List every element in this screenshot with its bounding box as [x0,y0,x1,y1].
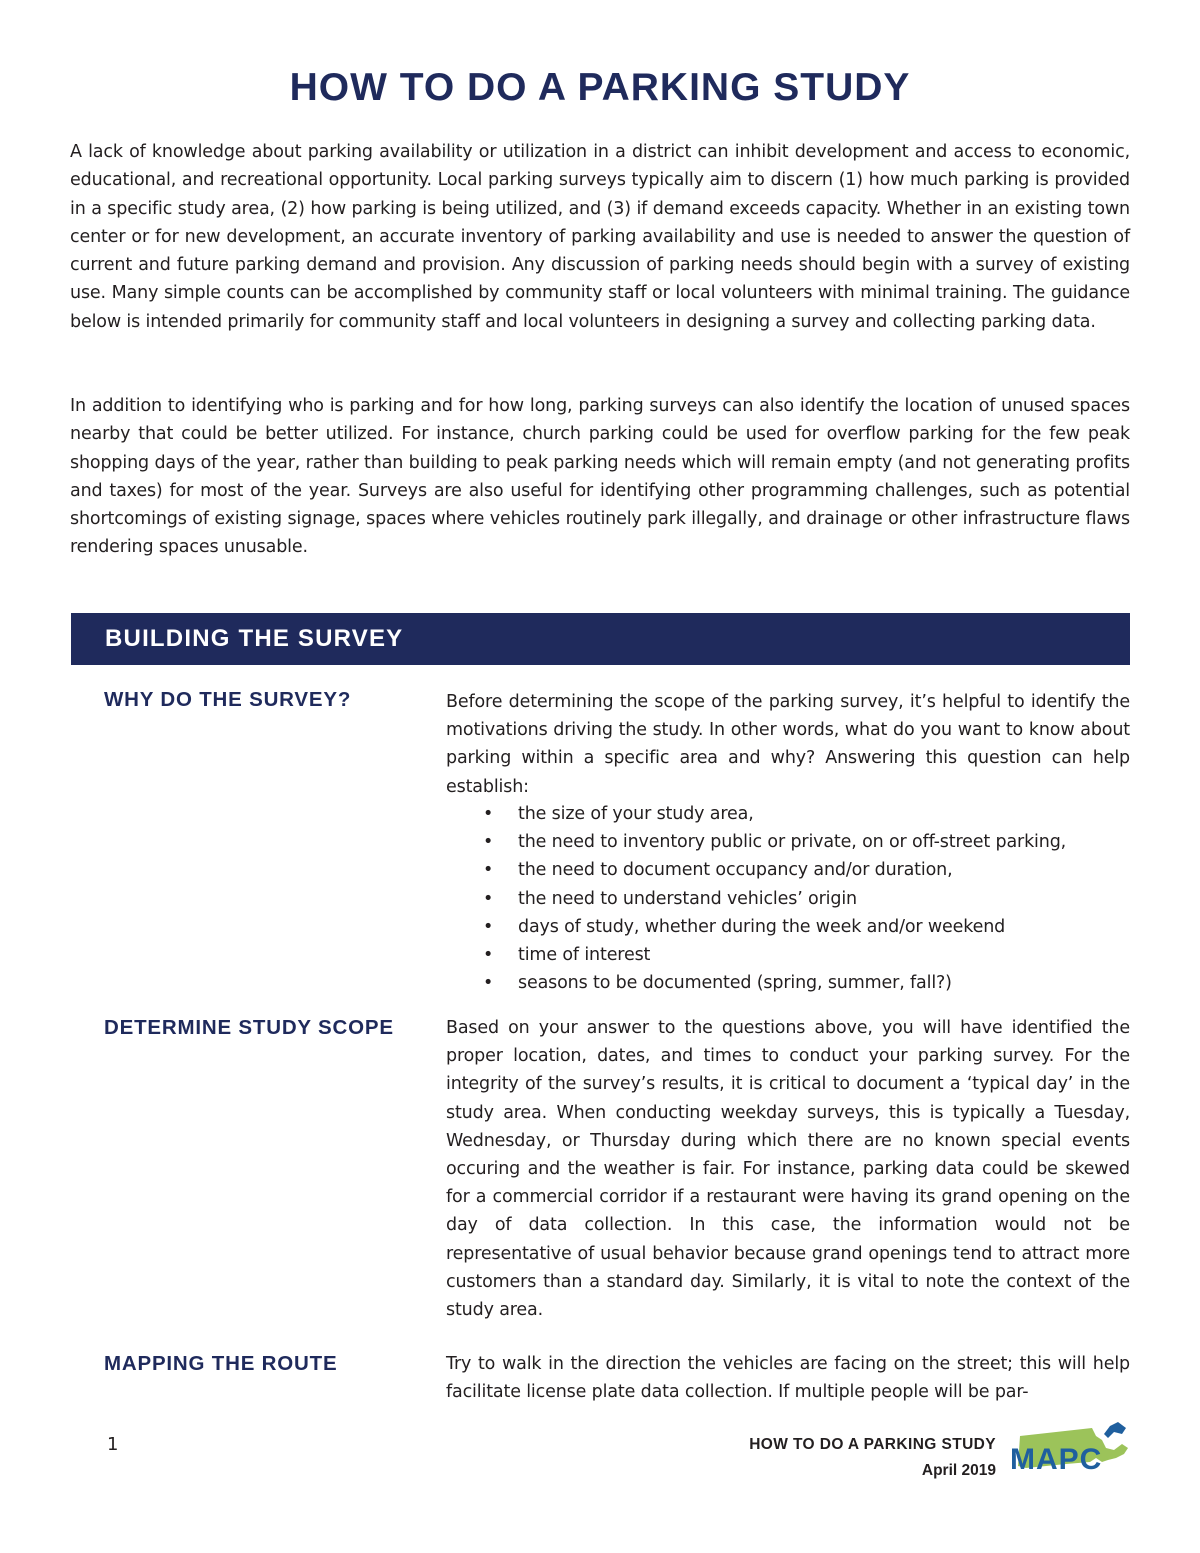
section-body-why: Before determining the scope of the parking survey, it’s helpful to identify the motivations driving the study. In other words, what do you want to know about parking within a specific area and why? Answering this question can help establish: [446,692,1130,797]
list-item [446,941,1130,969]
list-item-text: the size of your study area, [518,804,754,824]
section-heading-route: MAPPING THE ROUTE [104,1352,338,1375]
list-item [446,800,1130,828]
list-item [446,885,1130,913]
bullet-list [446,800,1130,997]
section-body-route: Try to walk in the direction the vehicles are facing on the street; this will help facilitate license plate data collection. If multiple people will be par- [446,1354,1130,1403]
cape-cod-icon [1104,1422,1126,1438]
logo-text: MAPC [1010,1443,1103,1476]
intro-paragraph: In addition to identifying who is parking and for how long, parking surveys can also identify the location of unused spaces nearby that could be better utilized. For instance, church parking could be used for overflow parking for the few peak shopping days of the year, rather than building to peak parking needs which will remain empty (and not generating profits and taxes) for most of the year. Surveys are also useful for identifying other programming challenges, such as potential shortcomings of existing signage, spaces where vehicles routinely park illegally, and drainage or other infrastructure flaws rendering spaces unusable. [70,396,1130,558]
section-heading-scope: DETERMINE STUDY SCOPE [104,1016,394,1039]
footer-date: April 2019 [921,1462,996,1479]
page-title: HOW TO DO A PARKING STUDY [289,66,911,109]
bullet-icon: • [483,916,494,937]
page-number: 1 [107,1434,119,1455]
list-item-text: the need to understand vehicles’ origin [518,888,857,909]
bullet-icon: • [483,804,494,824]
section-banner [71,613,1130,665]
section-heading-why: WHY DO THE SURVEY? [104,688,352,711]
list-item [446,969,1130,997]
list-item-text: the need to inventory public or private, on or off-street parking, [518,832,1067,853]
list-item-text: seasons to be documented (spring, summer, fall?) [518,973,952,994]
list-item-text: time of interest [518,945,651,966]
bullet-icon: • [483,832,494,853]
bullet-icon: • [483,860,494,881]
list-item-text: days of study, whether during the week and/or weekend [518,916,1006,937]
list-item [446,856,1130,884]
bullet-icon: • [483,973,494,994]
bullet-icon: • [483,888,494,909]
footer-title: HOW TO DO A PARKING STUDY [749,1436,996,1453]
section-body-scope: Based on your answer to the questions above, you will have identified the proper location, dates, and times to conduct your parking survey. For the integrity of the survey’s results, it is critical to document a ‘typical day’ in the study area. When conducting weekday surveys, this is typically a Tuesday, Wednesday, or Thursday during which there are no known special events occuring and the weather is fair. For instance, parking data could be skewed for a commercial corridor if a restaurant were having its grand opening on the day of data collection. In this case, the information would not be representative of usual behavior because grand openings tend to attract more customers than a standard day. Similarly, it is vital to note the context of the study area. [446,1018,1130,1321]
list-item [446,913,1130,941]
section-banner-title: BUILDING THE SURVEY [105,625,404,652]
list-item [446,828,1130,856]
intro-paragraph: A lack of knowledge about parking availability or utilization in a district can inhibit development and access to economic, educational, and recreational opportunity. Local parking surveys typically aim to discern (1) how much parking is provided in a specific study area, (2) how parking is being utilized, and (3) if demand exceeds capacity. Whether in an existing town center or for new development, an accurate inventory of parking availability and use is needed to answer the question of current and future parking demand and provision. Any discussion of parking needs should begin with a survey of existing use. Many simple counts can be accomplished by community staff or local volunteers with minimal training. The guidance below is intended primarily for community staff and local volunteers in designing a survey and collecting parking data. [70,142,1130,332]
list-item-text: the need to document occupancy and/or duration, [518,860,953,881]
bullet-icon: • [483,945,494,966]
